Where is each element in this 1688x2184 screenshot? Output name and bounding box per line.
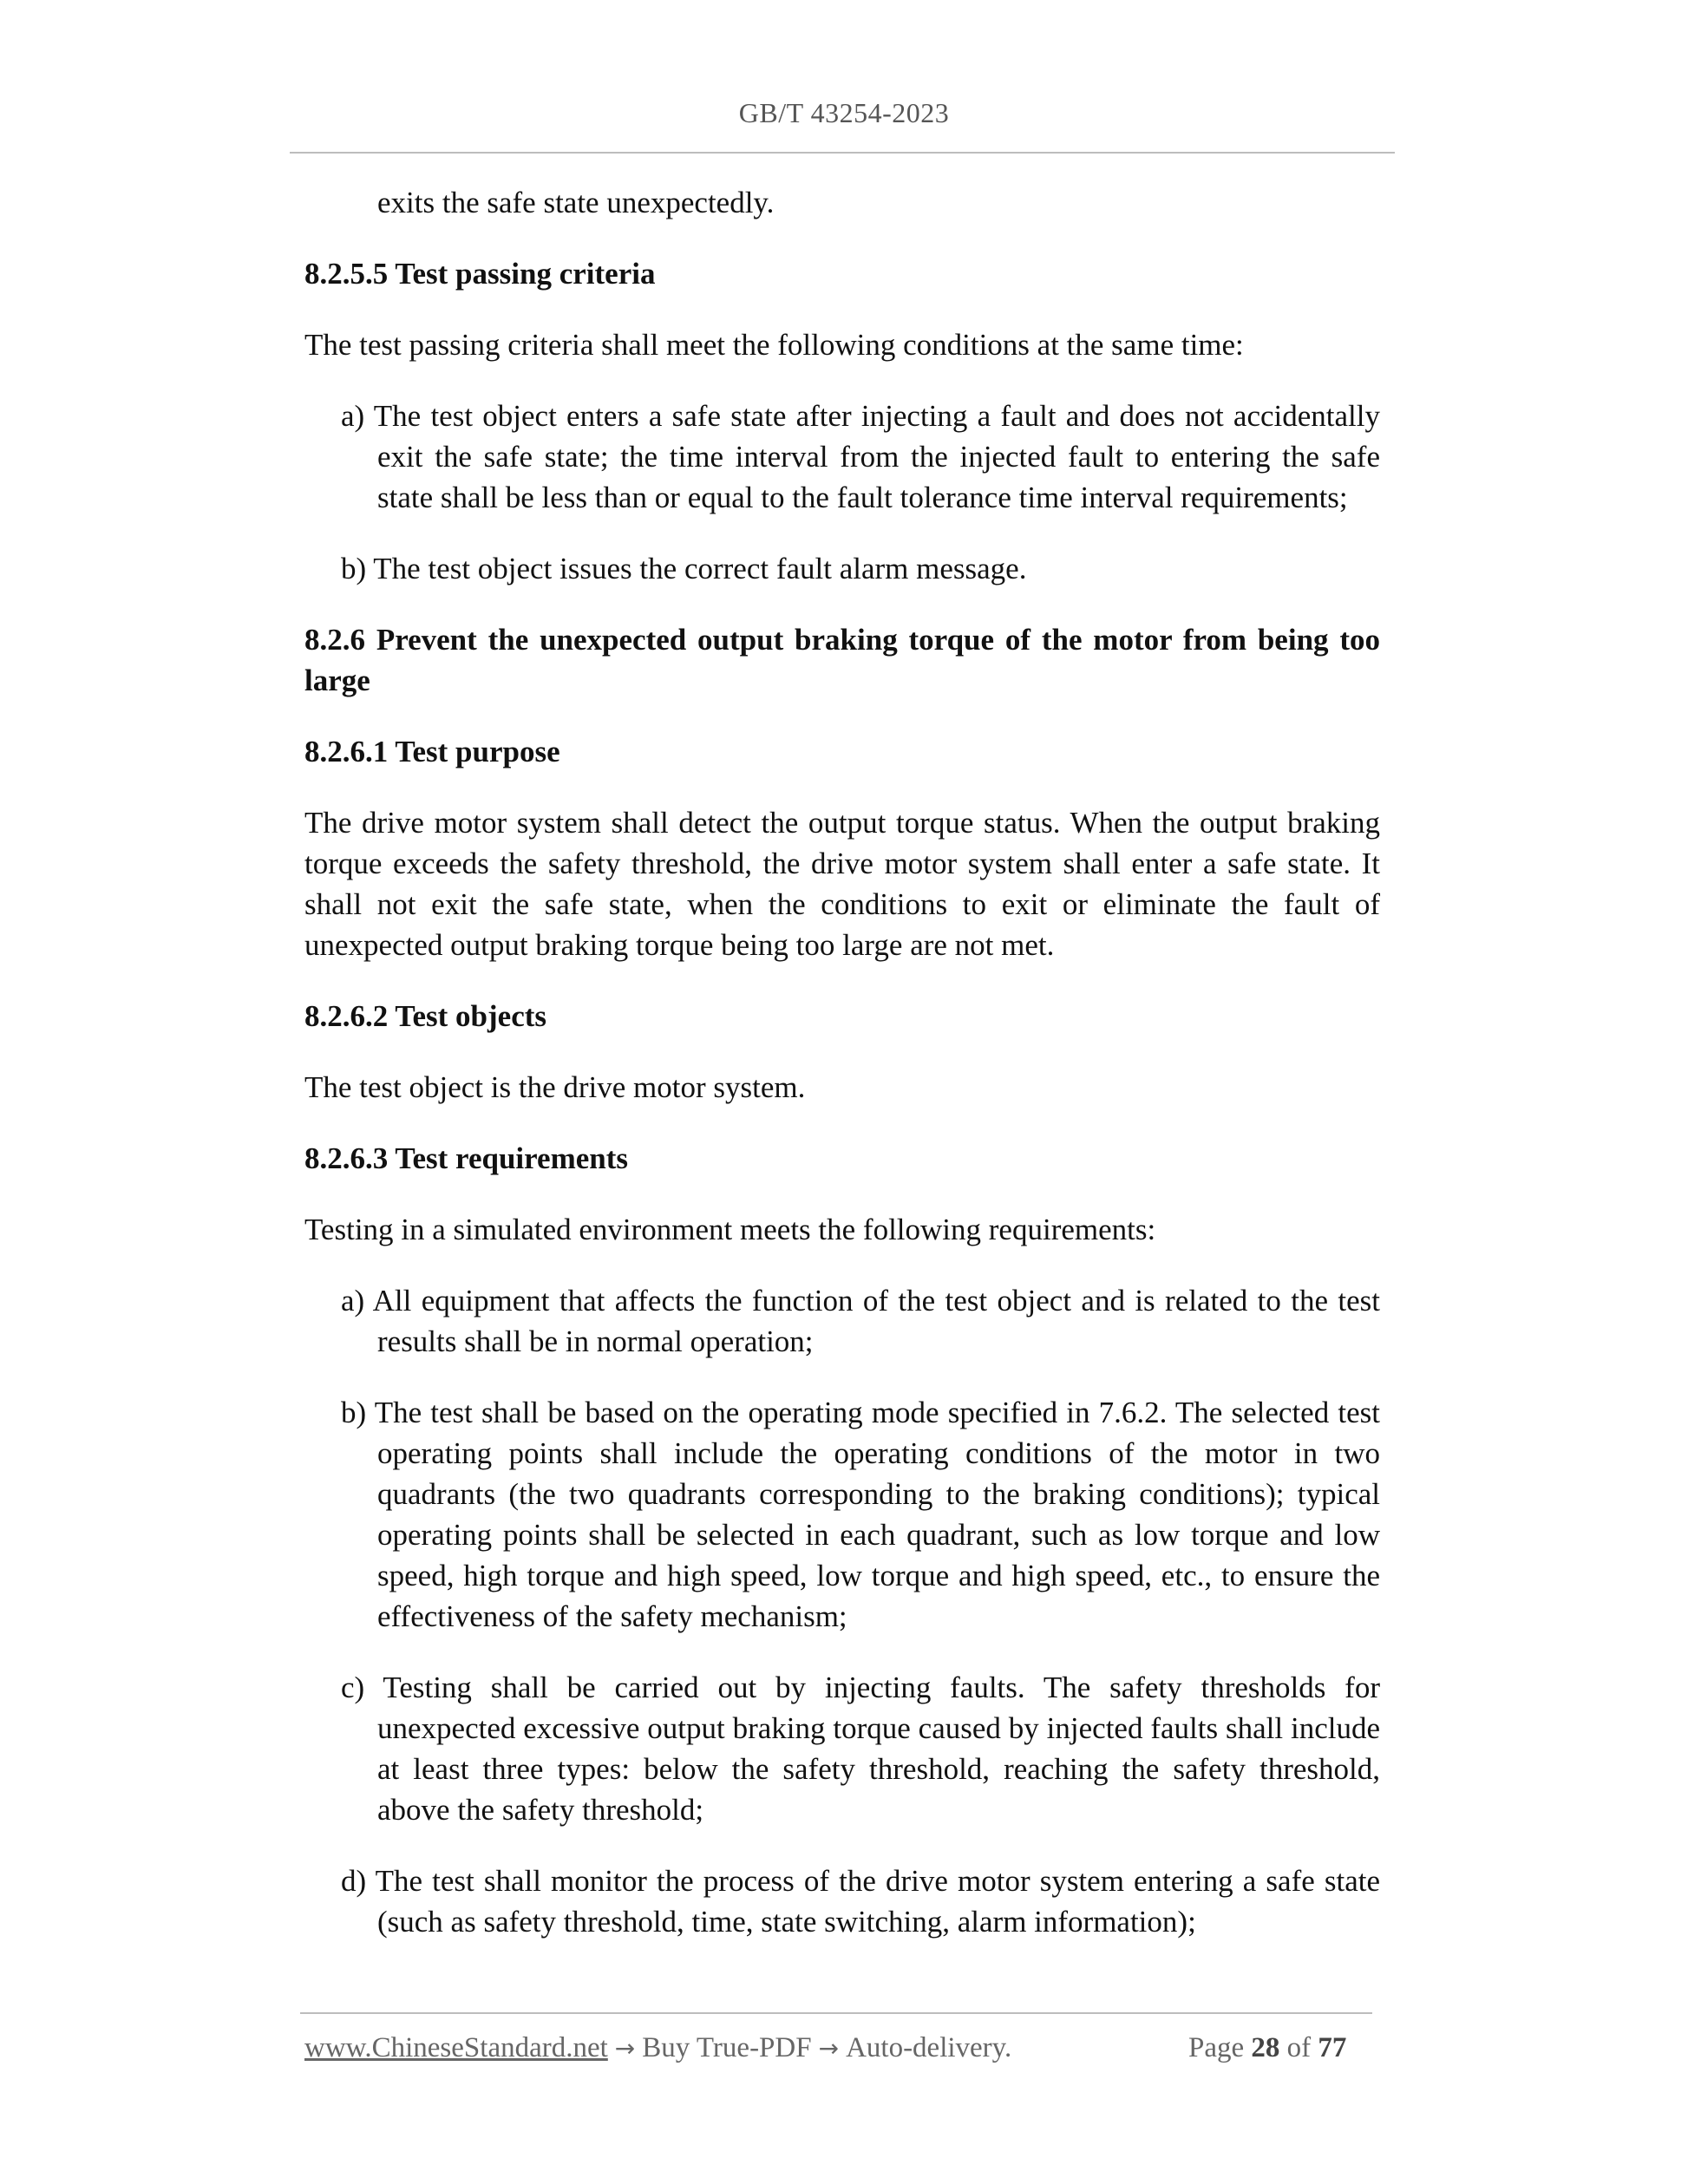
buy-true-pdf-text: Buy True-PDF xyxy=(642,2032,812,2063)
page-header-title: GB/T 43254-2023 xyxy=(738,97,950,128)
auto-delivery-text: Auto-delivery. xyxy=(846,2032,1012,2063)
section-heading-8-2-6-3: 8.2.6.3 Test requirements xyxy=(304,1141,629,1175)
footer-divider xyxy=(300,2012,1372,2014)
list-item: a) All equipment that affects the function of the test object and is related to the test results shall be in normal operation; xyxy=(341,1284,1380,1358)
list-item: b) The test shall be based on the operating mode specified in 7.6.2. The selected test operating points shall include the operating conditions of the motor in two quadrants (the two quadrants corresponding to the braking conditions); typical operating points shall be selected in each quadrant, such as low torque and low speed, high torque and high speed, low torque and high speed, etc., to ensure the effectiveness of the safety mechanism; xyxy=(341,1396,1380,1633)
website-link[interactable]: www.ChineseStandard.net xyxy=(304,2032,608,2063)
list-item: c) Testing shall be carried out by injecting faults. The safety thresholds for unexpected excessive output braking torque caused by injected faults shall include at least three types: below the safety threshold, reaching the safety threshold, above the safety threshold; xyxy=(341,1671,1380,1827)
paragraph: Testing in a simulated environment meets the following requirements: xyxy=(304,1213,1156,1246)
section-heading-8-2-6-2: 8.2.6.2 Test objects xyxy=(304,999,547,1033)
total-pages: 77 xyxy=(1318,2032,1347,2063)
header-divider xyxy=(290,152,1395,154)
list-item: a) The test object enters a safe state after injecting a fault and does not accidentally exit the safe state; the time interval from the injected fault to entering the safe state shall be less than or equal to the fault tolerance time interval requirements; xyxy=(341,399,1380,514)
continuation-paragraph: exits the safe state unexpectedly. xyxy=(377,186,775,219)
page-indicator xyxy=(1188,2032,1346,2064)
paragraph: The drive motor system shall detect the output torque status. When the output braking torque exceeds the safety threshold, the drive motor system shall enter a safe state. It shall not exit the safe state, when the conditions to exit or eliminate the fault of unexpected output braking torque being too large are not met. xyxy=(304,806,1380,962)
paragraph: The test passing criteria shall meet the following conditions at the same time: xyxy=(304,328,1244,362)
arrow-right-icon: → xyxy=(614,2034,636,2063)
arrow-right-icon: → xyxy=(818,2034,840,2063)
of-label: of xyxy=(1286,2032,1312,2063)
paragraph: The test object is the drive motor system. xyxy=(304,1070,806,1104)
footer-promo xyxy=(304,2032,1011,2064)
list-item: d) The test shall monitor the process of the drive motor system entering a safe state (such as safety threshold, time, state switching, alarm information); xyxy=(341,1864,1380,1939)
document-body xyxy=(304,182,1380,1972)
section-heading-8-2-6: 8.2.6 Prevent the unexpected output braking torque of the motor from being too large xyxy=(304,623,1380,697)
section-heading-8-2-6-1: 8.2.6.1 Test purpose xyxy=(304,735,560,768)
page-label: Page xyxy=(1188,2032,1245,2063)
list-item: b) The test object issues the correct fault alarm message. xyxy=(341,552,1027,585)
page-number: 28 xyxy=(1251,2032,1280,2063)
section-heading-8-2-5-5: 8.2.5.5 Test passing criteria xyxy=(304,257,656,291)
